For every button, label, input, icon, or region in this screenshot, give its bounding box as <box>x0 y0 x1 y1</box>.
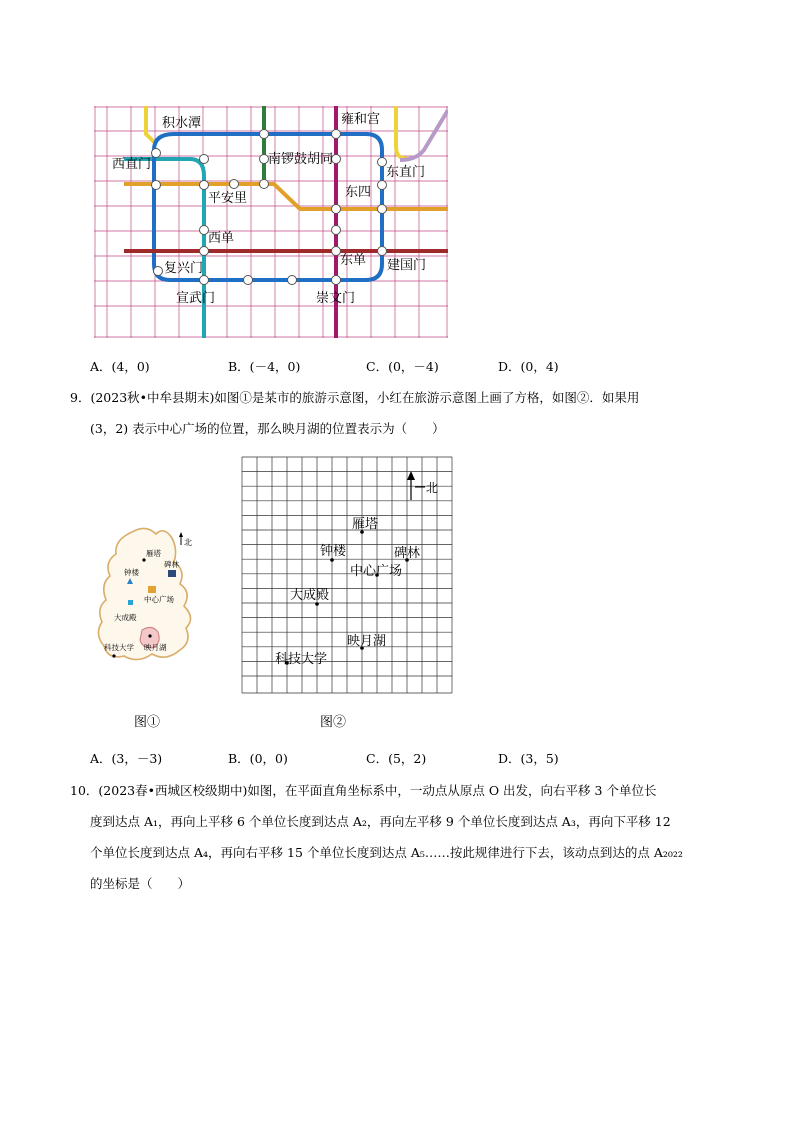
q9-stem <box>70 383 740 412</box>
q8-option-d[interactable]: D．(0，4) <box>498 359 559 374</box>
fig1-label-zhongxin: 中心广场 <box>144 595 174 604</box>
station-label-fuxingmen: 复兴门 <box>164 261 204 276</box>
station-label-nanluoguxiang: 南锣鼓胡同 <box>268 152 334 167</box>
line-13-yellow-east <box>396 106 408 158</box>
q9-option-c[interactable]: C．(5，2) <box>366 751 427 766</box>
q10-line3 <box>90 838 730 867</box>
fig1-beilin-icon <box>168 570 176 577</box>
fig1-label-yanta: 雁塔 <box>146 549 161 558</box>
line-6-orange <box>124 184 448 209</box>
q10-stem <box>70 776 740 805</box>
q9-stem-line2 <box>90 414 730 443</box>
q9-text-line1: 如图①是某市的旅游示意图，小红在旅游示意图上画了方格，如图②．如果用 <box>214 390 640 405</box>
q10-line4 <box>90 869 730 898</box>
fig1-caption: 图① <box>134 715 161 730</box>
tourism-map-figure-1 <box>94 520 204 670</box>
q8-option-b[interactable]: B．(－4，0) <box>228 359 301 374</box>
q10-text-line2: 度到达点 A₁，再向上平移 6 个单位长度到达点 A₂，再向左平移 9 个单位长度到达点 A₃，再向下平移 12 <box>90 814 671 829</box>
q9-source: (2023秋•中牟县期末) <box>90 390 215 405</box>
fig1-zhongxin-icon <box>148 586 156 593</box>
fig1-label-zhonglou: 钟楼 <box>124 568 139 577</box>
fig1-label-keji: 科技大学 <box>104 643 134 652</box>
fig1-dot-yingyuehu <box>148 634 151 637</box>
fig2-label-keji: 科技大学 <box>275 652 328 667</box>
fig1-north-label: 北 <box>184 538 192 547</box>
station-label-chongwenmen: 崇文门 <box>316 291 356 306</box>
q8-option-c[interactable]: C．(0，－4) <box>366 359 439 374</box>
grid-map-figure-2 <box>241 456 453 694</box>
q9-option-a[interactable]: A．(3，－3) <box>90 751 163 766</box>
fig2-label-yingyuehu: 映月湖 <box>347 634 387 649</box>
station-label-yonghegong: 雍和宫 <box>341 112 381 127</box>
station-label-pinganli: 平安里 <box>208 191 248 206</box>
q10-text-line4: 的坐标是（ ） <box>90 876 191 891</box>
fig1-label-yingyuehu: 映月湖 <box>144 643 167 652</box>
station-label-dongzhimen: 东直门 <box>386 165 426 180</box>
fig2-north-label: 北 <box>426 481 439 495</box>
fig1-dot-yanta <box>142 558 145 561</box>
station-label-xidan: 西单 <box>208 231 235 246</box>
q9-text-line2: (3，2) 表示中心广场的位置，那么映月湖的位置表示为（ ） <box>90 421 445 436</box>
q10-text-line3: 个单位长度到达点 A₄，再向右平移 15 个单位长度到达点 A₅……按此规律进行下去，该动点到达的点 A₂₀₂₂ <box>90 845 683 860</box>
north-arrow-head-icon <box>179 532 183 537</box>
q10-line2 <box>90 807 730 836</box>
q9-option-d[interactable]: D．(3，5) <box>498 751 559 766</box>
fig1-label-dachengdian: 大成殿 <box>114 613 137 622</box>
subway-map-figure <box>94 106 448 338</box>
fig1-dachengdian-icon <box>128 600 133 605</box>
q9-option-b[interactable]: B．(0，0) <box>228 751 288 766</box>
q8-option-a[interactable]: A．(4，0) <box>90 359 150 374</box>
fig2-north-arrowhead-icon <box>407 471 415 480</box>
station-label-xuanwumen: 宣武门 <box>176 291 216 306</box>
fig2-label-beilin: 碑林 <box>394 546 421 561</box>
station-label-dongsi: 东四 <box>345 185 372 200</box>
station-label-jianguomen: 建国门 <box>387 258 427 273</box>
q10-source: (2023春•西城区校级期中) <box>98 783 248 798</box>
fig1-dot-keji <box>112 654 115 657</box>
fig2-grid <box>242 457 452 693</box>
fig2-label-yanta: 雁塔 <box>352 517 379 532</box>
fig1-label-beilin: 碑林 <box>164 560 179 569</box>
airport-express-line <box>400 110 448 160</box>
station-label-xizhimen: 西直门 <box>112 157 152 172</box>
fig2-label-dachengdian: 大成殿 <box>290 588 330 603</box>
fig2-caption: 图② <box>320 715 347 730</box>
station-label-jishuitan: 积水潭 <box>162 116 202 131</box>
q9-number: 9． <box>70 390 91 405</box>
line-13-yellow <box>146 106 154 142</box>
q10-number: 10． <box>70 783 99 798</box>
q10-text-line1: 如图，在平面直角坐标系中，一动点从原点 O 出发，向右平移 3 个单位长 <box>247 783 657 798</box>
fig2-label-zhonglou: 钟楼 <box>320 544 347 559</box>
fig2-label-zhongxin: 中心广场 <box>350 564 403 579</box>
station-label-dongdan: 东单 <box>340 253 367 268</box>
